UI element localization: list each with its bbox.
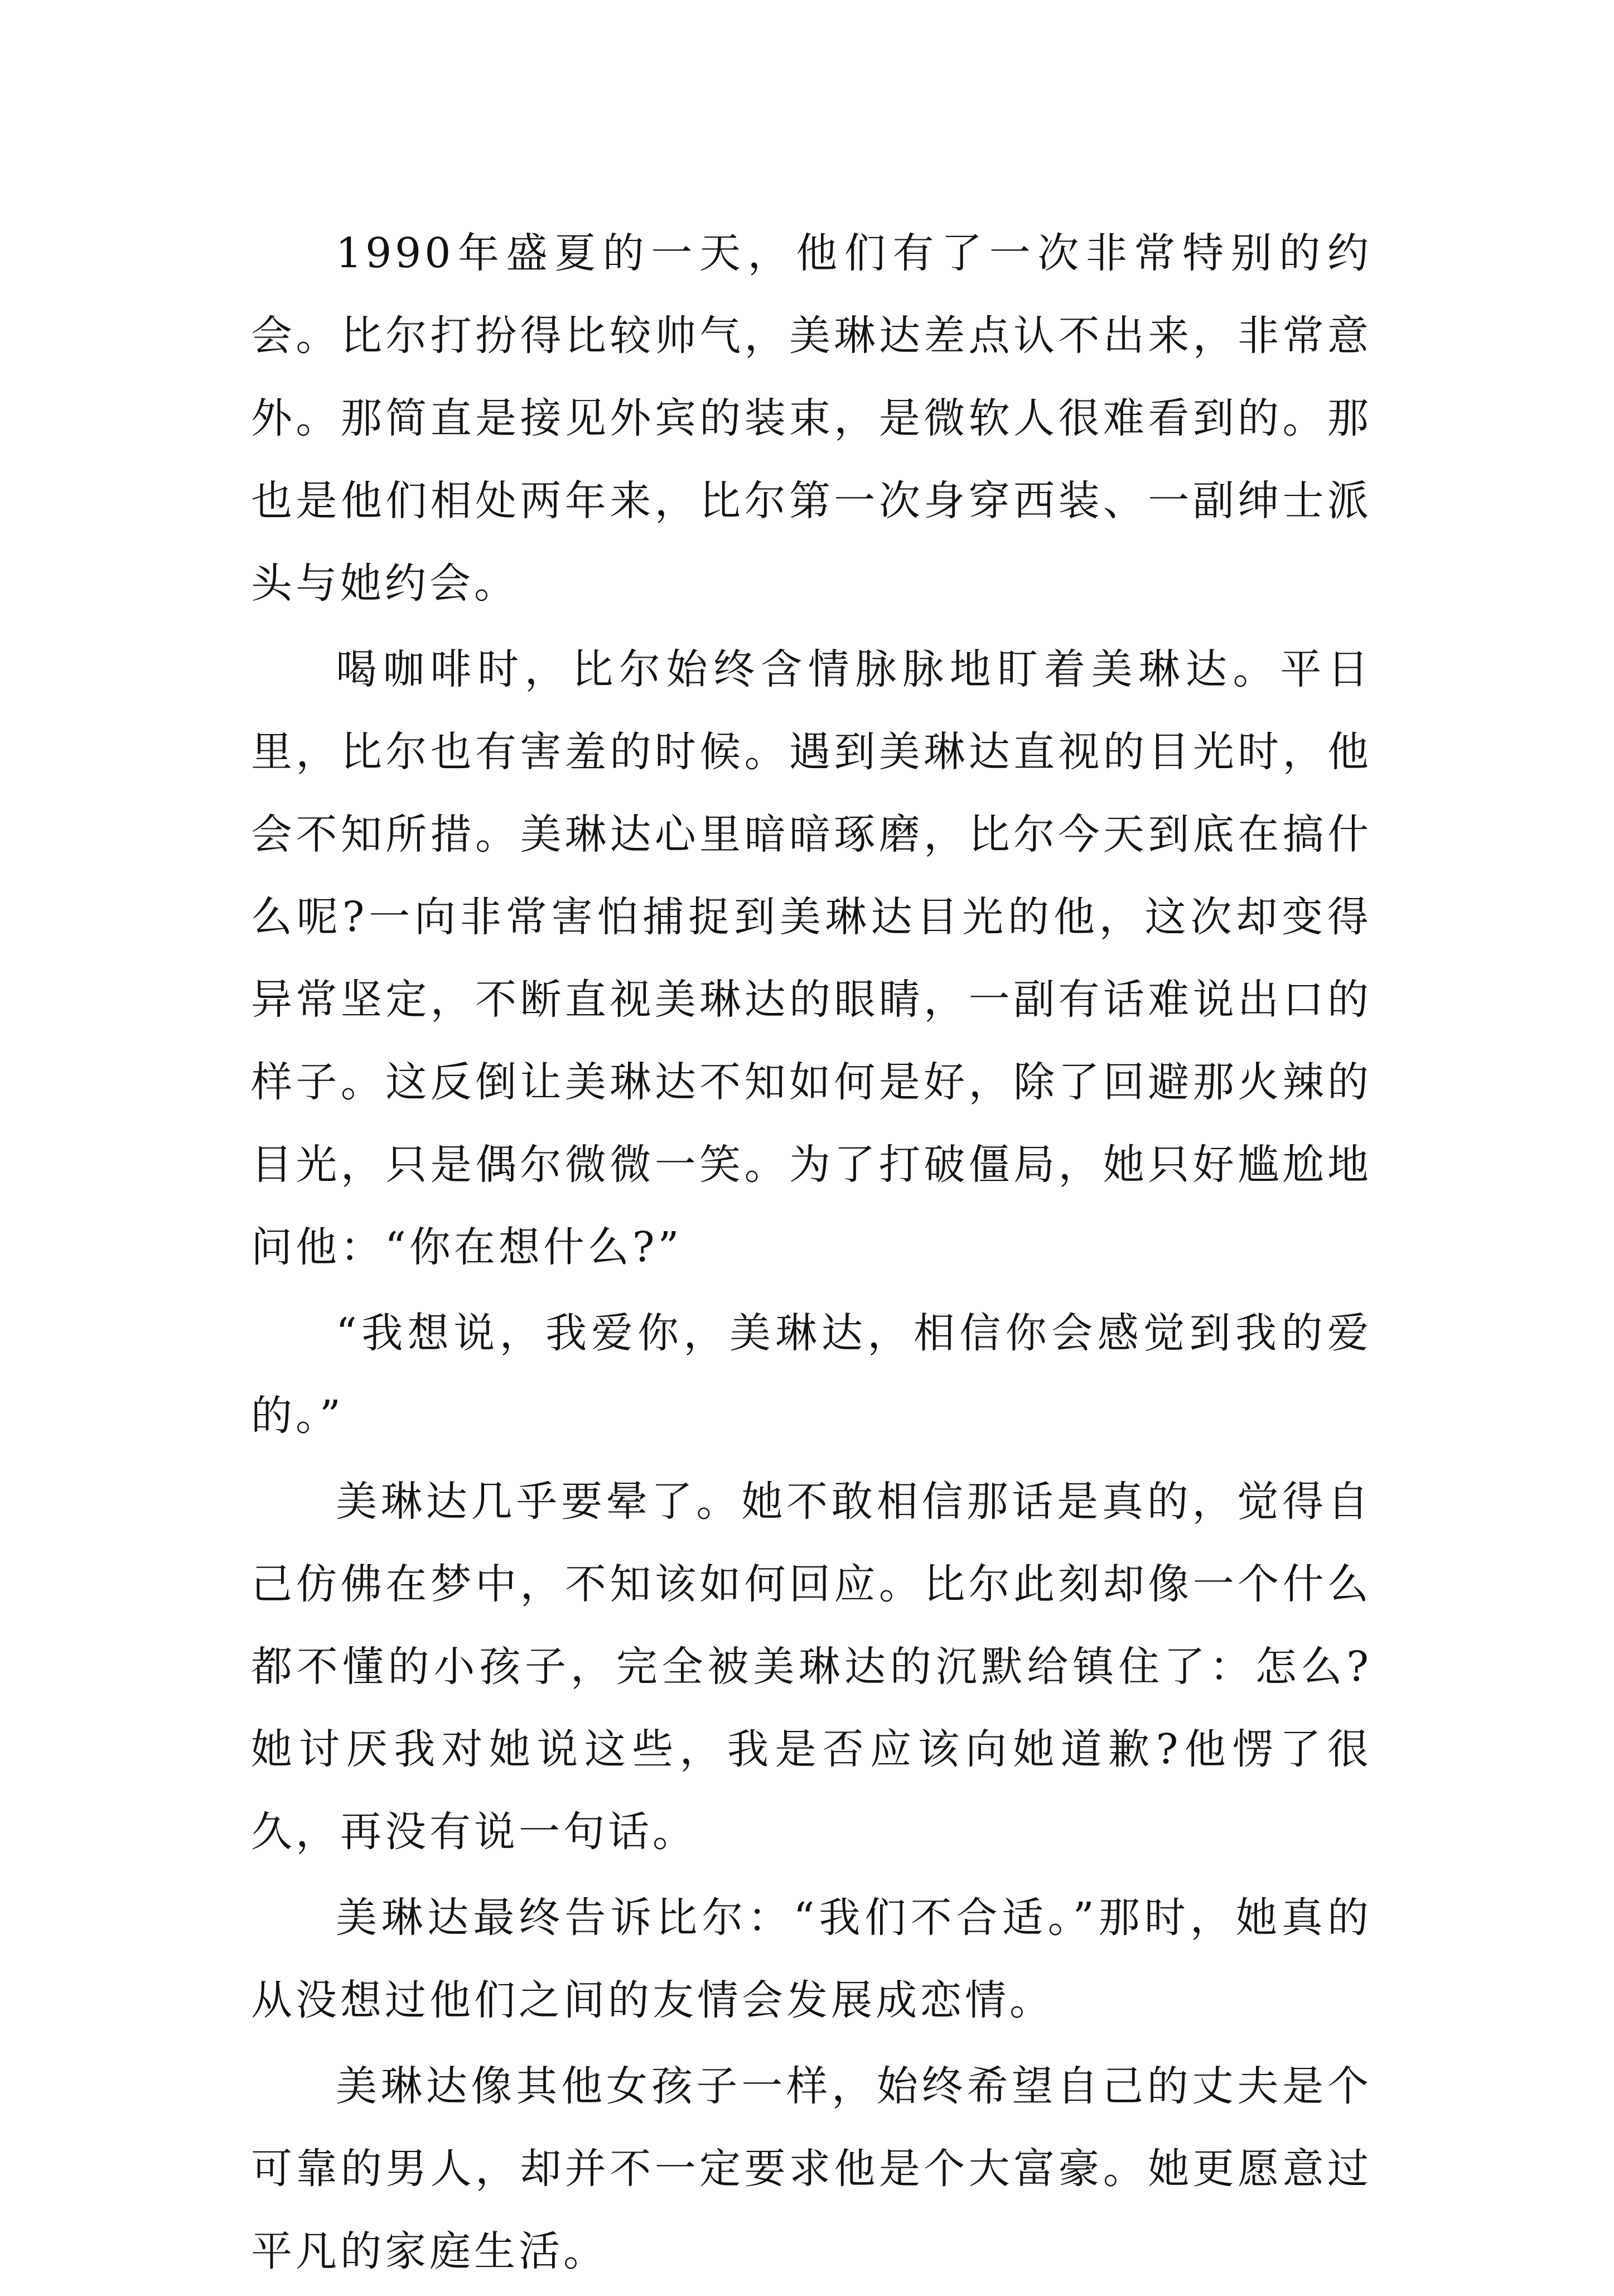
- paragraph-4: 美琳达几乎要晕了。她不敢相信那话是真的，觉得自己仿佛在梦中，不知该如何回应。比尔此刻却像一个什么都不懂的小孩子，完全被美琳达的沉默给镇住了：怎么?她讨厌我对她说这些，我是否应该向她道歉?他愣了很久，再没有说一句话。: [251, 1478, 1372, 1856]
- paragraph-5: 美琳达最终告诉比尔：“我们不合适。”那时，她真的从没想过他们之间的友情会发展成恋情。: [251, 1894, 1372, 2024]
- paragraph-2: 喝咖啡时，比尔始终含情脉脉地盯着美琳达。平日里，比尔也有害羞的时候。遇到美琳达直视的目光时，他会不知所措。美琳达心里暗暗琢磨，比尔今天到底在搞什么呢?一向非常害怕捕捉到美琳达目光的他，这次却变得异常坚定，不断直视美琳达的眼睛，一副有话难说出口的样子。这反倒让美琳达不知如何是好，除了回避那火辣的目光，只是偶尔微微一笑。为了打破僵局，她只好尴尬地问他：“你在想什么?”: [251, 645, 1372, 1271]
- paragraph-1: 1990年盛夏的一天，他们有了一次非常特别的约会。比尔打扮得比较帅气，美琳达差点认不出来，非常意外。那简直是接见外宾的装束，是微软人很难看到的。那也是他们相处两年来，比尔第一次身穿西装、一副绅士派头与她约会。: [251, 229, 1372, 607]
- paragraph-3: “我想说，我爱你，美琳达，相信你会感觉到我的爱的。”: [251, 1309, 1372, 1440]
- document-page: [251, 212, 1372, 2296]
- paragraph-6: 美琳达像其他女孩子一样，始终希望自己的丈夫是个可靠的男人，却并不一定要求他是个大富豪。她更愿意过平凡的家庭生活。: [251, 2062, 1372, 2275]
